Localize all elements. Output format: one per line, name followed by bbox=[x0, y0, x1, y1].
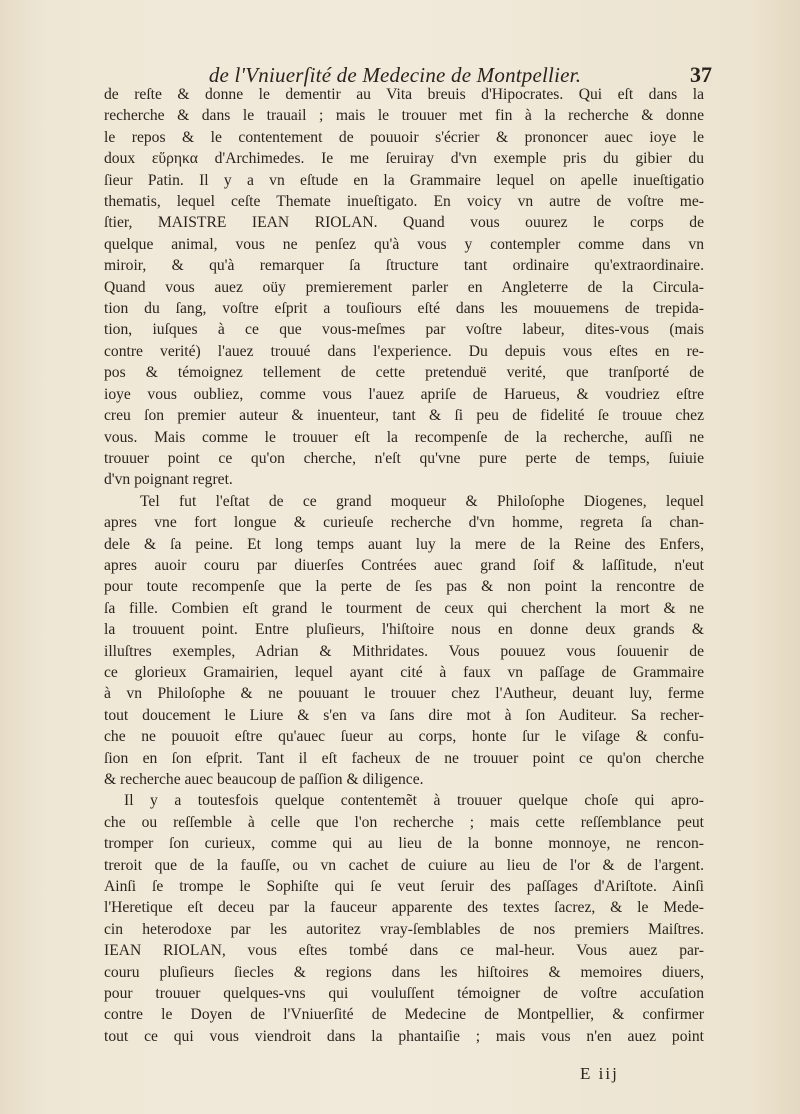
text-line: ce glorieux Gramairien, lequel ayant cité à faux vn paſſage de Grammaire bbox=[104, 663, 704, 681]
text-line: ſa fille. Combien eſt grand le tourment de ceux qui cherchent la mort & ne bbox=[104, 599, 704, 617]
text-line: Quand vous auez oüy premierement parler en Angleterre de la Circula- bbox=[104, 278, 704, 296]
text-line: la trouuent point. Entre pluſieurs, l'hiſtoire nous en donne deux grands & bbox=[104, 621, 704, 639]
text-line: apres vne fort longue & curieuſe recherche d'vn homme, regreta ſa chan- bbox=[104, 514, 704, 532]
page-number: 37 bbox=[690, 62, 712, 87]
text-line: ſion en ſon eſprit. Tant il eſt facheux de ne trouuer point ce qu'on cherche bbox=[104, 749, 704, 767]
text-line: creu ſon premier auteur & inuenteur, tant & ſi peu de fidelité ſe trouue chez bbox=[104, 407, 704, 425]
text-line: contre verité) l'auez trouué dans l'experience. Du depuis vous eſtes en re- bbox=[104, 342, 704, 360]
text-line: pos & témoignez tellement de cette pretenduë verité, que tranſporté de bbox=[104, 364, 704, 382]
text-line: che ou reſſemble à celle que l'on recherche ; mais cette reſſemblance peut bbox=[104, 813, 704, 831]
text-line: ſieur Patin. Il y a vn eſtude en la Grammaire lequel on apelle inueſtigatio bbox=[104, 171, 704, 189]
text-line: Il y a toutesfois quelque contentemẽt à trouuer quelque choſe qui apro- bbox=[124, 792, 704, 810]
text-line: tout doucement le Liure & s'en va ſans dire mot à ſon Auditeur. Sa recher- bbox=[104, 706, 704, 724]
signature-mark: E iij bbox=[580, 1064, 619, 1083]
text-line: thematis, lequel ceſte Themate inueſtigato. En voicy vn autre de voſtre me- bbox=[104, 193, 704, 211]
text-line: IEAN RIOLAN, vous eſtes tombé dans ce mal-heur. Vous auez par- bbox=[104, 942, 704, 960]
text-line: cin heterodoxe par les autoritez vray-ſemblables de nos premiers Maiſtres. bbox=[104, 920, 704, 938]
text-line: miroir, & qu'à remarquer ſa ſtructure tant ordinaire qu'extraordinaire. bbox=[104, 257, 704, 275]
text-line: de reſte & donne le dementir au Vita breuis d'Hipocrates. Qui eſt dans la bbox=[104, 86, 704, 103]
text-line: doux εὕρηκα d'Archimedes. Ie me ſeruiray d'vn exemple pris du gibier du bbox=[104, 150, 704, 168]
text-line: che ne pouuoit eſtre qu'auec ſueur au corps, honte ſur le viſage & confu- bbox=[104, 728, 704, 746]
text-line: recherche & dans le trauail ; mais le trouuer met fin à la recherche & donne bbox=[104, 107, 704, 125]
text-line: tromper ſon curieux, comme qui au lieu de la bonne monnoye, ne rencon- bbox=[104, 835, 704, 853]
text-line: treroit que de la fauſſe, ou vn cachet de cuiure au lieu de l'or & de l'argent. bbox=[104, 856, 704, 874]
text-line: d'vn poignant regret. bbox=[104, 471, 233, 489]
text-line: apres auoir couru par diuerſes Contrées auec grand ſoif & laſſitude, n'eut bbox=[104, 556, 704, 574]
text-line: pour trouuer quelques-vns qui vouluſſent témoigner de voſtre accuſation bbox=[104, 985, 704, 1003]
text-line: ioye vous oubliez, comme vous l'auez apriſe de Harueus, & voudriez eſtre bbox=[104, 385, 704, 403]
text-line: tion, iuſques à ce que vous-meſmes par voſtre labeur, dites-vous (mais bbox=[104, 321, 704, 339]
text-line: vous. Mais comme le trouuer eſt la recompenſe de la recherche, auſſi ne bbox=[104, 428, 704, 446]
text-line: pour toute recompenſe que la perte de ſes pas & non point la rencontre de bbox=[104, 578, 704, 596]
text-line: Ainſi ſe trompe le Sophiſte qui ſe veut ſeruir des paſſages d'Ariſtote. Ainſi bbox=[104, 878, 704, 896]
text-line: couru pluſieurs ſiecles & regions dans les hiſtoires & memoires diuers, bbox=[104, 963, 704, 981]
text-line: dele & ſa peine. Et long temps auant luy la mere de la Reine des Enfers, bbox=[104, 535, 704, 553]
body-text bbox=[104, 84, 704, 1047]
text-line: Tel fut l'eſtat de ce grand moqueur & Philoſophe Diogenes, lequel bbox=[140, 492, 704, 510]
text-line: ſtier, MAISTRE IEAN RIOLAN. Quand vous ouurez le corps de bbox=[104, 214, 704, 232]
text-line: illuſtres exemples, Adrian & Mithridates. Vous pouuez vous ſouuenir de bbox=[104, 642, 704, 660]
text-line: l'Heretique eſt deceu par la fauceur apparente des textes ſacrez, & le Mede- bbox=[104, 899, 704, 917]
text-line: tion du ſang, voſtre eſprit a touſiours eſté dans les mouuemens de trepida- bbox=[104, 300, 704, 318]
text-line: tout ce qui vous viendroit dans la phantaiſie ; mais vous n'en auez point bbox=[104, 1027, 704, 1045]
text-line: trouuer point ce qu'on cherche, n'eſt qu'vne pure perte de temps, ſuiuie bbox=[104, 449, 704, 467]
text-line: à vn Philoſophe & ne pouuant le trouuer chez l'Autheur, deuant luy, ferme bbox=[104, 685, 704, 703]
text-line: & recherche auec beaucoup de paſſion & diligence. bbox=[104, 771, 424, 788]
text-line: contre le Doyen de l'Vniuerſité de Medecine de Montpellier, & confirmer bbox=[104, 1006, 704, 1024]
text-line: quelque animal, vous ne penſez qu'à vous y contempler comme dans vn bbox=[104, 235, 704, 253]
text-line: le repos & le contentement de pouuoir s'écrier & prononcer auec ioye le bbox=[104, 128, 704, 146]
running-title: de l'Vniuerſité de Medecine de Montpellier. bbox=[208, 63, 582, 87]
